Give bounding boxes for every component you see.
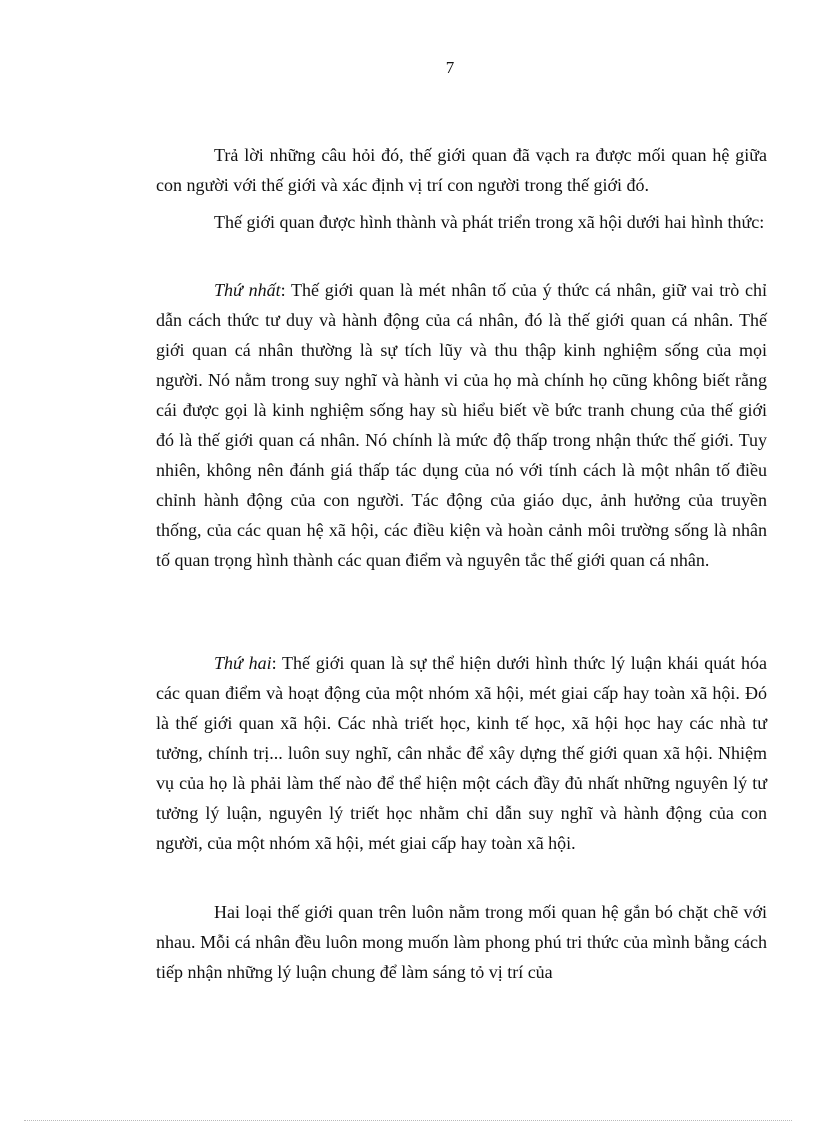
page-number: 7 <box>445 58 455 77</box>
paragraph-label: Thứ nhất <box>214 280 281 300</box>
paragraph-label: Thứ hai <box>214 653 272 673</box>
paragraph <box>156 207 767 237</box>
paragraph <box>156 140 767 200</box>
paragraph-text: Hai loại thế giới quan trên luôn nằm trong mối quan hệ gắn bó chặt chẽ với nhau. Mỗi cá nhân đều luôn mong muốn làm phong phú tri thức của mình bằng cách tiếp nhận những lý luận chung để làm sáng tỏ vị trí của <box>156 902 767 982</box>
paragraph-text: Trả lời những câu hỏi đó, thế giới quan đã vạch ra được mối quan hệ giữa con người với thế giới và xác định vị trí con người trong thế giới đó. <box>156 145 767 195</box>
paragraph <box>156 897 767 987</box>
paragraph-text: : Thế giới quan là sự thể hiện dưới hình thức lý luận khái quát hóa các quan điểm và hoạt động của một nhóm xã hội, mét giai cấp hay toàn xã hội. Đó là thế giới quan xã hội. Các nhà triết học, kinh tế học, xã hội học hay các nhà tư tưởng, chính trị... luôn suy nghĩ, cân nhắc để xây dựng thế giới quan xã hội. Nhiệm vụ của họ là phải làm thế nào để thể hiện một cách đầy đủ nhất những nguyên lý tư tưởng lý luận, nguyên lý triết học nhằm chỉ dẫn suy nghĩ và hành động của con người, của một nhóm xã hội, mét giai cấp hay toàn xã hội. <box>156 653 767 853</box>
paragraph <box>156 648 767 858</box>
page-bottom-divider <box>24 1120 792 1121</box>
paragraph <box>156 275 767 575</box>
paragraph-text: : Thế giới quan là mét nhân tố của ý thức cá nhân, giữ vai trò chỉ dẫn cách thức tư duy và hành động của cá nhân, đó là thế giới quan cá nhân. Thế giới quan cá nhân thường là sự tích lũy và thu thập kinh nghiệm sống của mọi người. Nó nằm trong suy nghĩ và hành vi của họ mà chính họ cũng không biết rằng cái được gọi là kinh nghiệm sống hay sù hiểu biết về bức tranh chung của thế giới đó là thế giới quan cá nhân. Nó chính là mức độ thấp trong nhận thức thế giới. Tuy nhiên, không nên đánh giá thấp tác dụng của nó với tính cách là một nhân tố điều chỉnh hành động của con người. Tác động của giáo dục, ảnh hưởng của truyền thống, của các quan hệ xã hội, các điều kiện và hoàn cảnh môi trường sống là nhân tố quan trọng hình thành các quan điểm và nguyên tắc thế giới quan cá nhân. <box>156 280 767 570</box>
paragraph-text: Thế giới quan được hình thành và phát triển trong xã hội dưới hai hình thức: <box>214 212 765 232</box>
